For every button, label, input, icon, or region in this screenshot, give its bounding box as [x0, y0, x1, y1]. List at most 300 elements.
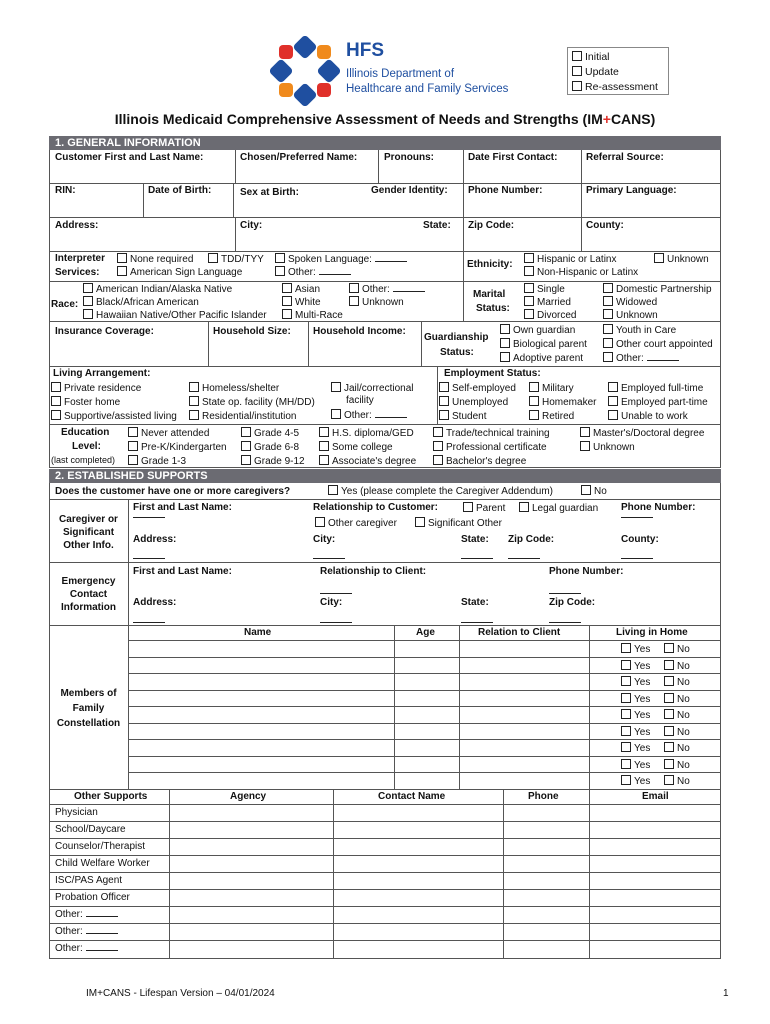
option-label: Grade 9-12 — [254, 456, 305, 467]
initial-option[interactable] — [572, 50, 664, 65]
os-row-label — [55, 858, 150, 869]
option-label: Unemployed — [452, 397, 509, 408]
interpreter-label: Interpreter — [55, 253, 106, 264]
checkbox[interactable] — [500, 324, 510, 334]
checkbox[interactable] — [664, 660, 674, 670]
living-homeless[interactable] — [189, 382, 279, 394]
ec-relationship-blank[interactable] — [320, 593, 352, 594]
ec-zip-blank[interactable] — [549, 622, 581, 623]
interp-none-required[interactable] — [117, 253, 193, 265]
interp-spoken-language[interactable] — [275, 253, 407, 265]
race-black[interactable] — [83, 296, 199, 308]
edu-trade[interactable] — [433, 427, 550, 439]
option-label: Yes — [634, 743, 651, 754]
ec-address-blank[interactable] — [133, 622, 165, 623]
option-label: TDD/TYY — [221, 254, 264, 265]
rin-label: RIN: — [55, 185, 76, 196]
checkbox[interactable] — [524, 266, 534, 276]
checkbox[interactable] — [524, 253, 534, 263]
os-row-divider — [49, 940, 721, 941]
option-label: White — [295, 297, 321, 308]
checkbox[interactable] — [433, 427, 443, 437]
cg-legal-guardian[interactable] — [519, 502, 598, 514]
option-label: Never attended — [141, 428, 210, 439]
fam-living-yes[interactable] — [621, 676, 650, 688]
checkbox[interactable] — [621, 775, 631, 785]
checkbox[interactable] — [603, 309, 613, 319]
checkbox[interactable] — [603, 338, 613, 348]
option-label: Significant Other — [428, 518, 502, 529]
fam-row-divider — [128, 772, 721, 773]
race-hawaiian[interactable] — [83, 309, 267, 321]
cg-address-label: Address: — [133, 534, 177, 545]
caregiver-yes[interactable] — [328, 485, 553, 497]
emp-homemaker[interactable] — [529, 396, 596, 408]
spoken-language-blank[interactable] — [375, 254, 407, 262]
ec-phone-blank[interactable] — [549, 593, 581, 594]
guard-other[interactable] — [603, 352, 679, 364]
os-other-blank[interactable] — [86, 909, 118, 917]
update-label: Update — [585, 66, 619, 78]
option-label: Some college — [332, 442, 393, 453]
cg-parent[interactable] — [463, 502, 505, 514]
checkbox[interactable] — [319, 441, 329, 451]
option-label: Domestic Partnership — [616, 284, 712, 295]
checkbox[interactable] — [51, 396, 61, 406]
interp-other[interactable] — [275, 266, 351, 278]
checkbox[interactable] — [664, 643, 674, 653]
checkbox[interactable] — [51, 382, 61, 392]
fam-living-no[interactable] — [664, 759, 690, 771]
checkbox[interactable] — [664, 726, 674, 736]
checkbox[interactable] — [189, 396, 199, 406]
guardianship-status-label: Status: — [440, 347, 474, 358]
living-foster[interactable] — [51, 396, 120, 408]
edu-unknown[interactable] — [580, 441, 635, 453]
race-american-indian[interactable] — [83, 283, 232, 295]
initial-checkbox[interactable] — [572, 51, 582, 61]
fam-row-divider — [128, 673, 721, 674]
os-row-label — [55, 909, 118, 920]
checkbox[interactable] — [621, 693, 631, 703]
checkbox[interactable] — [654, 253, 664, 263]
cg-county-label: County: — [621, 534, 659, 545]
label-line: Caregiver or — [59, 514, 118, 525]
checkbox[interactable] — [621, 643, 631, 653]
fam-living-yes[interactable] — [621, 693, 650, 705]
label-line: Emergency — [61, 576, 116, 587]
checkbox[interactable] — [315, 517, 325, 527]
fam-living-no[interactable] — [664, 726, 690, 738]
dob-label: Date of Birth: — [148, 185, 212, 196]
checkbox[interactable] — [275, 253, 285, 263]
edu-bachelors[interactable] — [433, 455, 526, 467]
checkbox[interactable] — [282, 283, 292, 293]
option-label: Unknown — [616, 310, 658, 321]
update-checkbox[interactable] — [572, 66, 582, 76]
section-general-information: 1. GENERAL INFORMATION — [49, 136, 721, 150]
checkbox[interactable] — [439, 382, 449, 392]
option-label: No — [677, 726, 690, 738]
education-level-label: Level: — [72, 441, 101, 452]
option-label: Private residence — [64, 383, 142, 394]
checkbox[interactable] — [83, 283, 93, 293]
option-label: Spoken Language: — [288, 254, 372, 265]
checkbox[interactable] — [608, 410, 618, 420]
checkbox[interactable] — [529, 410, 539, 420]
emp-full-time[interactable] — [608, 382, 703, 394]
emp-part-time[interactable] — [608, 396, 708, 408]
edu-grade-9-12[interactable] — [241, 455, 305, 467]
cg-city-label: City: — [313, 534, 336, 545]
checkbox[interactable] — [608, 396, 618, 406]
checkbox[interactable] — [439, 396, 449, 406]
cg-phone-blank[interactable] — [621, 517, 653, 518]
os-row-text: ISC/PAS Agent — [55, 875, 123, 886]
checkbox[interactable] — [433, 441, 443, 451]
ec-city-blank[interactable] — [320, 622, 352, 623]
fam-living-yes[interactable] — [621, 775, 650, 787]
guardianship-label: Guardianship — [424, 332, 489, 343]
option-label: Grade 1-3 — [141, 456, 187, 467]
option-label: Employed full-time — [621, 383, 704, 394]
checkbox[interactable] — [51, 410, 61, 420]
checkbox[interactable] — [275, 266, 285, 276]
checkbox[interactable] — [331, 382, 341, 392]
checkbox[interactable] — [319, 427, 329, 437]
referral-source-label: Referral Source: — [586, 152, 664, 163]
checkbox[interactable] — [581, 485, 591, 495]
option-label: No — [677, 677, 690, 688]
title-main: Illinois Medicaid Comprehensive Assessment of Needs and Strengths (IM — [114, 111, 603, 127]
marital-married[interactable] — [524, 296, 571, 308]
option-label: Unable to work — [621, 411, 688, 422]
os-header-contact-name: Contact Name — [378, 791, 446, 802]
os-other-blank[interactable] — [86, 926, 118, 934]
checkbox[interactable] — [415, 517, 425, 527]
option-label: Other: — [616, 353, 644, 364]
fam-living-no[interactable] — [664, 643, 690, 655]
checkbox[interactable] — [349, 296, 359, 306]
living-state-op[interactable] — [189, 396, 315, 408]
checkbox[interactable] — [241, 441, 251, 451]
fam-living-yes[interactable] — [621, 660, 650, 672]
checkbox[interactable] — [608, 382, 618, 392]
checkbox[interactable] — [621, 709, 631, 719]
cg-name-blank[interactable] — [133, 517, 165, 518]
option-label: Homeless/shelter — [202, 383, 280, 394]
checkbox[interactable] — [282, 309, 292, 319]
option-label: Homemaker — [542, 397, 597, 408]
option-label: No — [594, 486, 607, 497]
race-other[interactable] — [349, 283, 425, 295]
edu-grade-1-3[interactable] — [128, 455, 186, 467]
caregiver-question: Does the customer have one or more caregivers? — [55, 486, 291, 497]
cg-address-blank[interactable] — [133, 558, 165, 559]
emp-unable[interactable] — [608, 410, 688, 422]
option-label: Other caregiver — [328, 518, 397, 529]
emp-military[interactable] — [529, 382, 574, 394]
reassessment-option[interactable] — [572, 80, 664, 95]
marital-divorced[interactable] — [524, 309, 576, 321]
os-row-divider — [49, 821, 721, 822]
option-label: No — [677, 759, 690, 771]
checkbox[interactable] — [83, 296, 93, 306]
checkbox[interactable] — [463, 502, 473, 512]
checkbox[interactable] — [603, 283, 613, 293]
edu-some-college[interactable] — [319, 441, 393, 453]
fam-living-no[interactable] — [664, 676, 690, 688]
section-established-supports: 2. ESTABLISHED SUPPORTS — [49, 469, 721, 483]
fam-living-no[interactable] — [664, 693, 690, 705]
race-white[interactable] — [282, 296, 321, 308]
marital-single[interactable] — [524, 283, 565, 295]
option-label: Residential/institution — [202, 411, 297, 422]
edu-never[interactable] — [128, 427, 209, 439]
option-label: Yes — [634, 693, 651, 705]
guard-other-blank[interactable] — [647, 353, 679, 361]
guard-own[interactable] — [500, 324, 575, 336]
checkbox[interactable] — [621, 676, 631, 686]
checkbox[interactable] — [328, 485, 338, 495]
checkbox[interactable] — [500, 338, 510, 348]
checkbox[interactable] — [241, 455, 251, 465]
fam-living-yes[interactable] — [621, 709, 650, 721]
os-row-label — [55, 807, 98, 818]
checkbox[interactable] — [621, 660, 631, 670]
edu-hs[interactable] — [319, 427, 414, 439]
option-label: Professional certificate — [446, 442, 547, 453]
label-line: Information — [61, 602, 116, 613]
checkbox[interactable] — [117, 266, 127, 276]
interp-other-blank[interactable] — [319, 267, 351, 275]
checkbox[interactable] — [524, 283, 534, 293]
fam-living-yes[interactable] — [621, 726, 650, 738]
checkbox[interactable] — [621, 726, 631, 736]
emp-retired[interactable] — [529, 410, 574, 422]
label-line: Contact — [69, 589, 108, 600]
caregiver-no[interactable] — [581, 485, 607, 497]
reassessment-checkbox[interactable] — [572, 81, 582, 91]
edu-grade-6-8[interactable] — [241, 441, 299, 453]
logo-line-1: Illinois Department of — [346, 68, 455, 80]
os-row-label — [55, 926, 118, 937]
os-row-text: Physician — [55, 807, 98, 818]
checkbox[interactable] — [580, 427, 590, 437]
pronouns-label: Pronouns: — [384, 152, 434, 163]
checkbox[interactable] — [529, 396, 539, 406]
living-private[interactable] — [51, 382, 141, 394]
checkbox[interactable] — [664, 775, 674, 785]
guard-youth-in-care[interactable] — [603, 324, 676, 336]
checkbox[interactable] — [189, 382, 199, 392]
checkbox[interactable] — [603, 352, 613, 362]
checkbox[interactable] — [524, 309, 534, 319]
edu-grade-4-5[interactable] — [241, 427, 299, 439]
checkbox[interactable] — [331, 409, 341, 419]
ec-city-label: City: — [320, 597, 343, 608]
os-other-blank[interactable] — [86, 943, 118, 951]
checkbox[interactable] — [189, 410, 199, 420]
option-label: American Sign Language — [130, 267, 243, 278]
living-other[interactable] — [331, 409, 407, 421]
checkbox[interactable] — [117, 253, 127, 263]
cg-name-label: First and Last Name: — [133, 502, 232, 513]
edu-prek[interactable] — [128, 441, 227, 453]
label-line: Constellation — [56, 718, 121, 729]
living-supportive[interactable] — [51, 410, 177, 422]
option-label: Military — [542, 383, 574, 394]
ec-name-label: First and Last Name: — [133, 566, 232, 577]
fam-header-age: Age — [416, 627, 435, 638]
checkbox[interactable] — [282, 296, 292, 306]
option-label: Adoptive parent — [513, 353, 584, 364]
checkbox[interactable] — [319, 455, 329, 465]
cg-significant-other[interactable] — [415, 517, 502, 529]
gender-identity-label: Gender Identity: — [371, 185, 448, 196]
guard-court[interactable] — [603, 338, 713, 350]
option-label: Pre-K/Kindergarten — [141, 442, 227, 453]
title-end: CANS) — [610, 111, 656, 127]
eth-non-hispanic[interactable] — [524, 266, 638, 278]
checkbox[interactable] — [529, 382, 539, 392]
checkbox[interactable] — [128, 455, 138, 465]
option-label: Yes — [634, 776, 651, 787]
marital-domestic[interactable] — [603, 283, 712, 295]
race-label: Race: — [51, 299, 79, 310]
services-label: Services: — [55, 267, 100, 278]
marital-unknown[interactable] — [603, 309, 658, 321]
checkbox[interactable] — [664, 693, 674, 703]
phone-number-label: Phone Number: — [468, 185, 543, 196]
label-line: Significant — [62, 527, 115, 538]
checkbox[interactable] — [241, 427, 251, 437]
option-label: Employed part-time — [621, 397, 708, 408]
checkbox[interactable] — [500, 352, 510, 362]
option-label: Single — [537, 284, 565, 295]
fam-living-no[interactable] — [664, 742, 690, 754]
checkbox[interactable] — [208, 253, 218, 263]
checkbox[interactable] — [664, 759, 674, 769]
state-label: State: — [423, 220, 451, 231]
living-jail[interactable] — [331, 382, 413, 394]
race-unknown[interactable] — [349, 296, 404, 308]
ec-state-blank[interactable] — [461, 622, 493, 623]
option-label: Other: — [288, 267, 316, 278]
cg-other-caregiver[interactable] — [315, 517, 397, 529]
checkbox[interactable] — [603, 296, 613, 306]
eth-hispanic[interactable] — [524, 253, 616, 265]
checkbox[interactable] — [433, 455, 443, 465]
checkbox[interactable] — [349, 283, 359, 293]
update-option[interactable] — [572, 65, 664, 80]
footer-version: IM+CANS - Lifespan Version – 04/01/2024 — [86, 988, 275, 999]
interp-asl[interactable] — [117, 266, 242, 278]
cg-zip-blank[interactable] — [508, 558, 540, 559]
page-title — [0, 111, 770, 127]
os-row-text: School/Daycare — [55, 824, 126, 835]
living-other-blank[interactable] — [375, 410, 407, 418]
option-label: No — [677, 660, 690, 672]
option-label: Legal guardian — [532, 503, 599, 514]
checkbox[interactable] — [83, 309, 93, 319]
fam-living-yes[interactable] — [621, 742, 650, 754]
race-other-blank[interactable] — [393, 284, 425, 292]
emp-student[interactable] — [439, 410, 486, 422]
checkbox[interactable] — [128, 441, 138, 451]
ec-state-label: State: — [461, 597, 489, 608]
living-residential[interactable] — [189, 410, 297, 422]
edu-masters[interactable] — [580, 427, 704, 439]
title-plus: + — [602, 111, 611, 127]
option-label: No — [677, 693, 690, 705]
edu-professional[interactable] — [433, 441, 547, 453]
interp-tdd-tyy[interactable] — [208, 253, 264, 265]
option-label: Biological parent — [513, 339, 587, 350]
cg-county-blank[interactable] — [621, 558, 653, 559]
ec-address-label: Address: — [133, 597, 177, 608]
preferred-name-label: Chosen/Preferred Name: — [240, 152, 358, 163]
cg-city-blank[interactable] — [313, 558, 345, 559]
option-label: Hawaiian Native/Other Pacific Islander — [96, 310, 267, 321]
emergency-contact-label — [49, 575, 128, 614]
option-label: Master's/Doctoral degree — [593, 428, 705, 439]
fam-living-no[interactable] — [664, 709, 690, 721]
race-multi[interactable] — [282, 309, 343, 321]
checkbox[interactable] — [524, 296, 534, 306]
option-label: Yes — [634, 644, 651, 655]
fam-living-no[interactable] — [664, 775, 690, 787]
os-header-phone: Phone — [528, 791, 559, 802]
emp-self[interactable] — [439, 382, 516, 394]
checkbox[interactable] — [439, 410, 449, 420]
fam-living-no[interactable] — [664, 660, 690, 672]
option-label: Yes (please complete the Caregiver Addendum) — [341, 486, 553, 497]
checkbox[interactable] — [621, 742, 631, 752]
checkbox[interactable] — [664, 709, 674, 719]
race-asian[interactable] — [282, 283, 320, 295]
marital-widowed[interactable] — [603, 296, 657, 308]
checkbox[interactable] — [621, 759, 631, 769]
checkbox[interactable] — [128, 427, 138, 437]
option-label: Trade/technical training — [446, 428, 550, 439]
guard-biological[interactable] — [500, 338, 587, 350]
eth-unknown[interactable] — [654, 253, 709, 265]
fam-row-divider — [128, 690, 721, 691]
checkbox[interactable] — [603, 324, 613, 334]
option-label: No — [677, 644, 690, 655]
emp-unemployed[interactable] — [439, 396, 508, 408]
fam-living-yes[interactable] — [621, 759, 650, 771]
option-label: Jail/correctional — [344, 383, 414, 394]
cg-zip-label: Zip Code: — [508, 534, 555, 545]
cg-state-blank[interactable] — [461, 558, 493, 559]
caregiver-info-label — [49, 513, 128, 552]
option-label: Supportive/assisted living — [64, 411, 177, 422]
checkbox[interactable] — [519, 502, 529, 512]
cg-state-label: State: — [461, 534, 489, 545]
label-line: Family — [72, 703, 105, 714]
checkbox[interactable] — [580, 441, 590, 451]
checkbox[interactable] — [664, 742, 674, 752]
os-row-divider — [49, 838, 721, 839]
option-label: Yes — [634, 759, 651, 771]
guard-adoptive[interactable] — [500, 352, 583, 364]
checkbox[interactable] — [664, 676, 674, 686]
fam-living-yes[interactable] — [621, 643, 650, 655]
edu-associates[interactable] — [319, 455, 416, 467]
living-jail-facility: facility — [346, 395, 374, 406]
